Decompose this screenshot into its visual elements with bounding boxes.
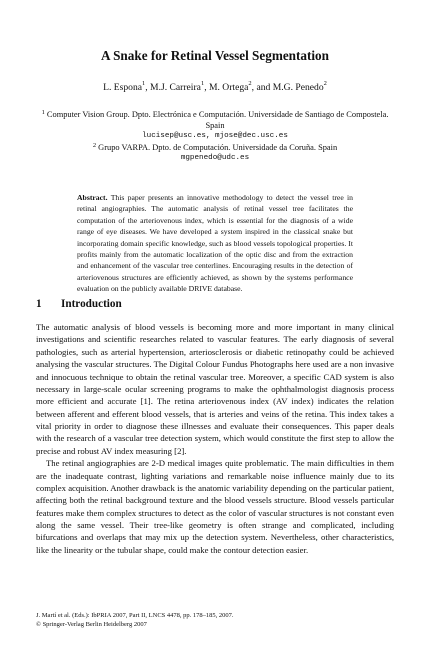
publication-footnote [36,612,234,629]
affiliation-text: Computer Vision Group. Dpto. Electrónica e Computación. Universidade de Santiago de Compostela. Spain [46,110,389,130]
author-affiliation-mark: 1 [200,80,205,87]
author-affiliation-mark: 1 [142,80,146,87]
abstract-label: Abstract. [77,193,108,202]
author-affiliation-mark: 2 [323,80,327,87]
footnote-copyright: © Springer-Verlag Berlin Heidelberg 2007 [36,620,147,628]
abstract [77,192,353,295]
affiliation-text: Grupo VARPA. Dpto. de Computación. Universidade da Coruña. Spain [98,143,338,152]
affiliation-2-email: mgpenedo@udc.es [180,154,250,162]
affiliation-2 [40,143,390,154]
affiliation-1-email: lucisep@usc.es, mjose@dec.usc.es [142,132,288,140]
affiliation-1 [40,110,390,131]
author-name: M. Ortega [208,82,249,93]
section-body [36,321,394,556]
section-title: Introduction [61,298,122,310]
affiliation-mark: 2 [92,142,97,149]
author-list [0,82,430,93]
paper-title: A Snake for Retinal Vessel Segmentation [101,48,329,63]
section-number: 1 [36,298,42,310]
author-separator: , [204,82,209,93]
author-name: M.J. Carreira [150,82,201,93]
author-affiliation-mark: 2 [248,80,252,87]
author-separator: , [145,82,151,93]
body-paragraph: The retinal angiographies are 2-D medical images quite problematic. The main difficulties in them are the inadequate contrast, lighting variations and remarkable noise influence mainly due to its complex acquisition. Another drawback is the anatomic variability depending on the particular patient, affecting both the retinal background texture and the blood vessels structure. Blood vessels particular features make them complex structures to detect as the color of vascular structures is not constant even along the same vessel. Their tree-like geometry is often strange and complicated, including bifurcations and overlaps that may mix up the detection system. Nevertheless, other characteristics, like the linearity or the tubular shape, could make the contour detection easier. [36,458,394,555]
body-paragraph: The automatic analysis of blood vessels is becoming more and more important in many clinical investigations and scientific researches related to vascular features. The early diagnosis of several pathologies, such as arterial hypertension, arteriosclerosis or diabetic retinopathy could be achieved analysing the vascular structures. The Digital Colour Fundus Photographs here used are a non invasive and innocuous technique to obtain the retinal vascular tree. Moreover, a specific CAD system is also necessary in large-scale ocular screening programs to make the ophthalmologist diagnosis process more efficient and accurate [1]. The retina arteriovenous index (AV index) indicates the relation between afferent and efferent blood vessels, that is arteries and veins of the retina. This index takes a vital priority in order to diagnose these illnesses and evaluate their consequences. This paper deals with the research of a vascular tree detection system, which would constitute the first step to allow the precise and robust AV index measuring [2]. [36,322,394,456]
author-separator: , and [251,82,273,93]
section-heading [36,298,122,310]
abstract-text: This paper presents an innovative methodology to detect the vessel tree in retinal angiographies. The automatic analysis of retinal vessel tree facilitates the computation of the arteriovenous index, which is essential for the diagnosis of a wide range of eye diseases. We have developed a system inspired in the classical snake but incorporating domain specific knowledge, such as blood vessels topological properties. It profits mainly from the automatic localization of the optic disc and from the extraction and enhancement of the vascular tree centerlines. Encouraging results in the detection of arteriovenous structures are efficiently achieved, as shown by the systems performance evaluation on the publicly available DRIVE database. [77,193,353,294]
author-name: M.G. Penedo [272,82,324,93]
footnote-citation: J. Martí et al. (Eds.): IbPRIA 2007, Part II, LNCS 4478, pp. 178–185, 2007. [36,612,234,619]
affiliation-mark: 1 [41,109,45,116]
author-name: L. Espona [103,82,142,93]
